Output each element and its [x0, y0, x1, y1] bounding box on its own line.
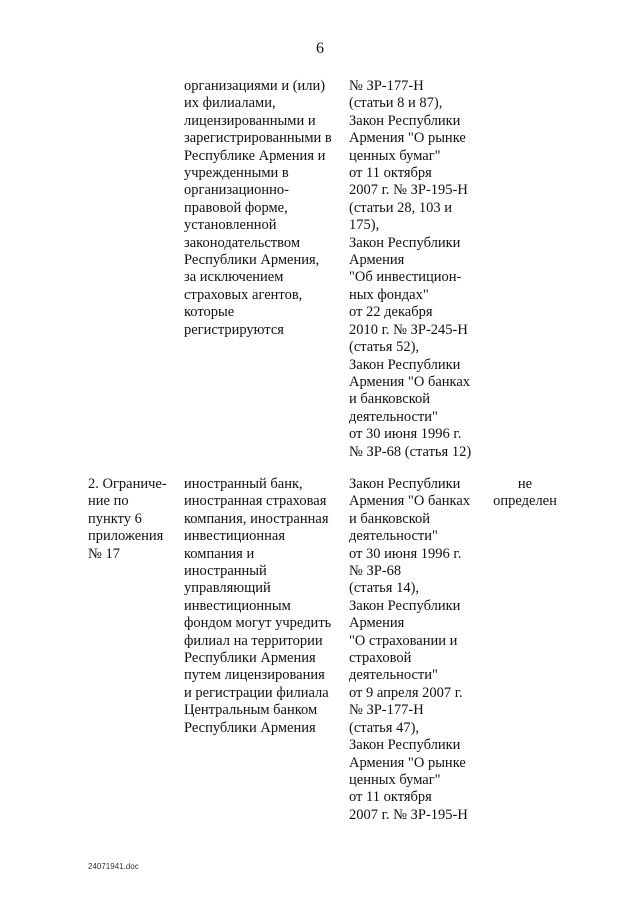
text-line: филиал на территории: [184, 632, 323, 649]
text-line: (статья 47),: [349, 719, 420, 736]
text-line: управляющий: [184, 580, 271, 597]
row-2-legal-basis: [349, 476, 470, 824]
text-line: правовой форме,: [184, 199, 288, 216]
text-line: от 30 июня 1996 г.: [349, 545, 462, 562]
text-line: 2007 г. № ЗР-195-Н: [349, 182, 468, 199]
text-line: и банковской: [349, 510, 431, 527]
text-line: деятельности": [349, 408, 438, 425]
text-line: учрежденными в: [184, 165, 289, 182]
text-line: Закон Республики: [349, 597, 461, 614]
text-line: законодательством: [184, 234, 301, 251]
text-line: от 30 июня 1996 г.: [349, 426, 462, 443]
text-line: деятельности": [349, 528, 438, 545]
text-line: № ЗР-68 (статья 12): [349, 443, 472, 460]
text-line: (статьи 8 и 87),: [349, 95, 443, 112]
text-line: от 22 декабря: [349, 304, 433, 321]
text-line: Республике Армения и: [184, 147, 326, 164]
text-line: компания и: [184, 545, 255, 562]
text-line: Республики Армения: [184, 650, 316, 667]
text-line: Армения "О рынке: [349, 754, 466, 771]
text-line: № ЗР-68: [349, 563, 402, 580]
text-line: установленной: [184, 217, 277, 234]
text-line: Центральным банком: [184, 702, 318, 719]
text-line: от 11 октября: [349, 789, 432, 806]
text-line: Республики Армения,: [184, 252, 320, 269]
text-line: иностранный: [184, 563, 267, 580]
text-line: ценных бумаг": [349, 771, 441, 788]
text-line: их филиалами,: [184, 95, 276, 112]
text-line: иностранный банк,: [184, 476, 303, 492]
text-line: не: [517, 476, 533, 492]
text-line: ние по: [88, 493, 129, 510]
row-continuation-legal-basis: [349, 78, 471, 461]
text-line: ценных бумаг": [349, 147, 441, 164]
text-line: приложения: [88, 528, 164, 545]
page-number: 6: [316, 40, 324, 57]
row-continuation-description: [184, 78, 332, 339]
text-line: лицензированными и: [184, 112, 316, 129]
text-line: Закон Республики: [349, 737, 461, 754]
text-line: "Об инвестицион-: [349, 269, 462, 286]
text-line: и регистрации филиала: [184, 684, 329, 701]
text-line: "О страховании и: [349, 632, 458, 649]
text-line: № ЗР-177-Н: [349, 702, 424, 719]
text-line: 2. Ограниче-: [88, 476, 167, 492]
text-line: от 9 апреля 2007 г.: [349, 684, 463, 701]
text-line: Армения "О банках: [349, 373, 471, 390]
text-line: Армения: [349, 615, 405, 632]
text-line: зарегистрированными в: [184, 130, 332, 147]
row-2-description: [184, 476, 331, 737]
row-2-restriction: [88, 476, 167, 563]
text-line: компания, иностранная: [184, 510, 329, 527]
text-line: фондом могут учредить: [184, 615, 332, 632]
text-line: Армения: [349, 252, 405, 269]
text-line: которые: [184, 304, 235, 321]
text-line: организационно-: [184, 182, 289, 199]
text-line: 175),: [349, 217, 380, 234]
text-line: иностранная страховая: [184, 493, 327, 510]
footer-filename: 24071941.doc: [88, 862, 139, 871]
text-line: ных фондах": [349, 286, 429, 303]
text-line: Закон Республики: [349, 476, 461, 492]
text-line: страховой: [349, 650, 412, 667]
text-line: деятельности": [349, 667, 438, 684]
text-line: 2010 г. № ЗР-245-Н: [349, 321, 468, 338]
text-line: Закон Республики: [349, 112, 461, 129]
text-line: Армения "О банках: [349, 493, 471, 510]
text-line: 2007 г. № ЗР-195-Н: [349, 806, 468, 823]
text-line: Закон Республики: [349, 234, 461, 251]
text-line: страховых агентов,: [184, 286, 303, 303]
text-line: № ЗР-177-Н: [349, 78, 424, 94]
row-2-term: [490, 476, 560, 511]
text-line: (статьи 28, 103 и: [349, 199, 453, 216]
text-line: Республики Армения: [184, 719, 316, 736]
text-line: Армения "О рынке: [349, 130, 466, 147]
text-line: Закон Республики: [349, 356, 461, 373]
text-line: от 11 октября: [349, 165, 432, 182]
text-line: (статья 52),: [349, 339, 420, 356]
text-line: № 17: [88, 545, 120, 562]
text-line: и банковской: [349, 391, 431, 408]
text-line: инвестиционная: [184, 528, 286, 545]
text-line: путем лицензирования: [184, 667, 325, 684]
text-line: организациями и (или): [184, 78, 326, 94]
text-line: пункту 6: [88, 510, 142, 527]
text-line: регистрируются: [184, 321, 284, 338]
text-line: инвестиционным: [184, 597, 291, 614]
text-line: определен: [493, 493, 557, 510]
text-line: за исключением: [184, 269, 284, 286]
text-line: (статья 14),: [349, 580, 420, 597]
